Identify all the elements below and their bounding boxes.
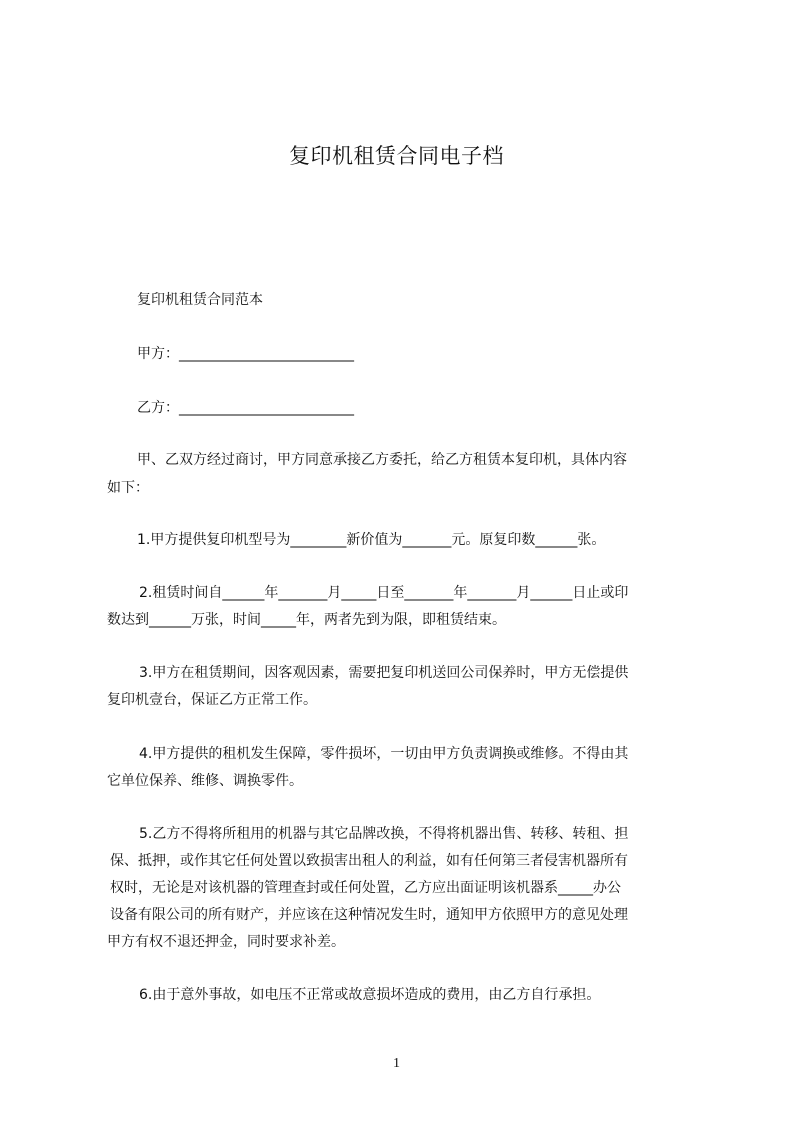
paragraph-line: 1.甲方提供复印机型号为________新价值为_______元。原复印数______张。 [137, 532, 606, 548]
party-a-line: 甲方：_________________________ [137, 346, 354, 362]
party-b-line: 乙方：_________________________ [137, 400, 354, 416]
paragraph-line: 6.由于意外事故，如电压不正常或故意损坏造成的费用，由乙方自行承担。 [139, 987, 601, 1003]
paragraph-line: 4.甲方提供的租机发生保障，零件损坏，一切由甲方负责调换或维修。不得由其 [139, 746, 629, 762]
page-title: 复印机租赁合同电子档 [289, 144, 504, 168]
paragraph-line: 它单位保养、维修、调换零件。 [107, 773, 303, 789]
paragraph-line: 如下： [107, 480, 149, 496]
page-number: 1 [393, 1056, 400, 1071]
paragraph-line: 5.乙方不得将所租用的机器与其它品牌改换，不得将机器出售、转移、转租、担 [139, 826, 629, 842]
paragraph-line: 保、抵押，或作其它任何处置以致损害出租人的利益，如有任何第三者侵害机器所有 [110, 853, 628, 869]
paragraph-line: 甲方有权不退还押金，同时要求补差。 [107, 934, 345, 950]
paragraph-line: 权时，无论是对该机器的管理查封或任何处置，乙方应出面证明该机器系_____办公 [110, 880, 621, 896]
paragraph-line: 数达到______万张，时间_____年，两者先到为限，即租赁结束。 [107, 612, 506, 628]
paragraph-line: 2.租赁时间自______年_______月_____日至_______年_______月______日止或印 [139, 585, 629, 601]
paragraph-line: 3.甲方在租赁期间，因客观因素，需要把复印机送回公司保养时，甲方无偿提供 [139, 665, 629, 681]
paragraph-line: 设备有限公司的所有财产，并应该在这种情况发生时，通知甲方依照甲方的意见处理 [110, 907, 628, 923]
paragraph-line: 复印机壹台，保证乙方正常工作。 [107, 692, 317, 708]
paragraph-line: 甲、乙双方经过商讨，甲方同意承接乙方委托，给乙方租赁本复印机，具体内容 [137, 452, 627, 468]
subtitle: 复印机租赁合同范本 [137, 292, 263, 308]
